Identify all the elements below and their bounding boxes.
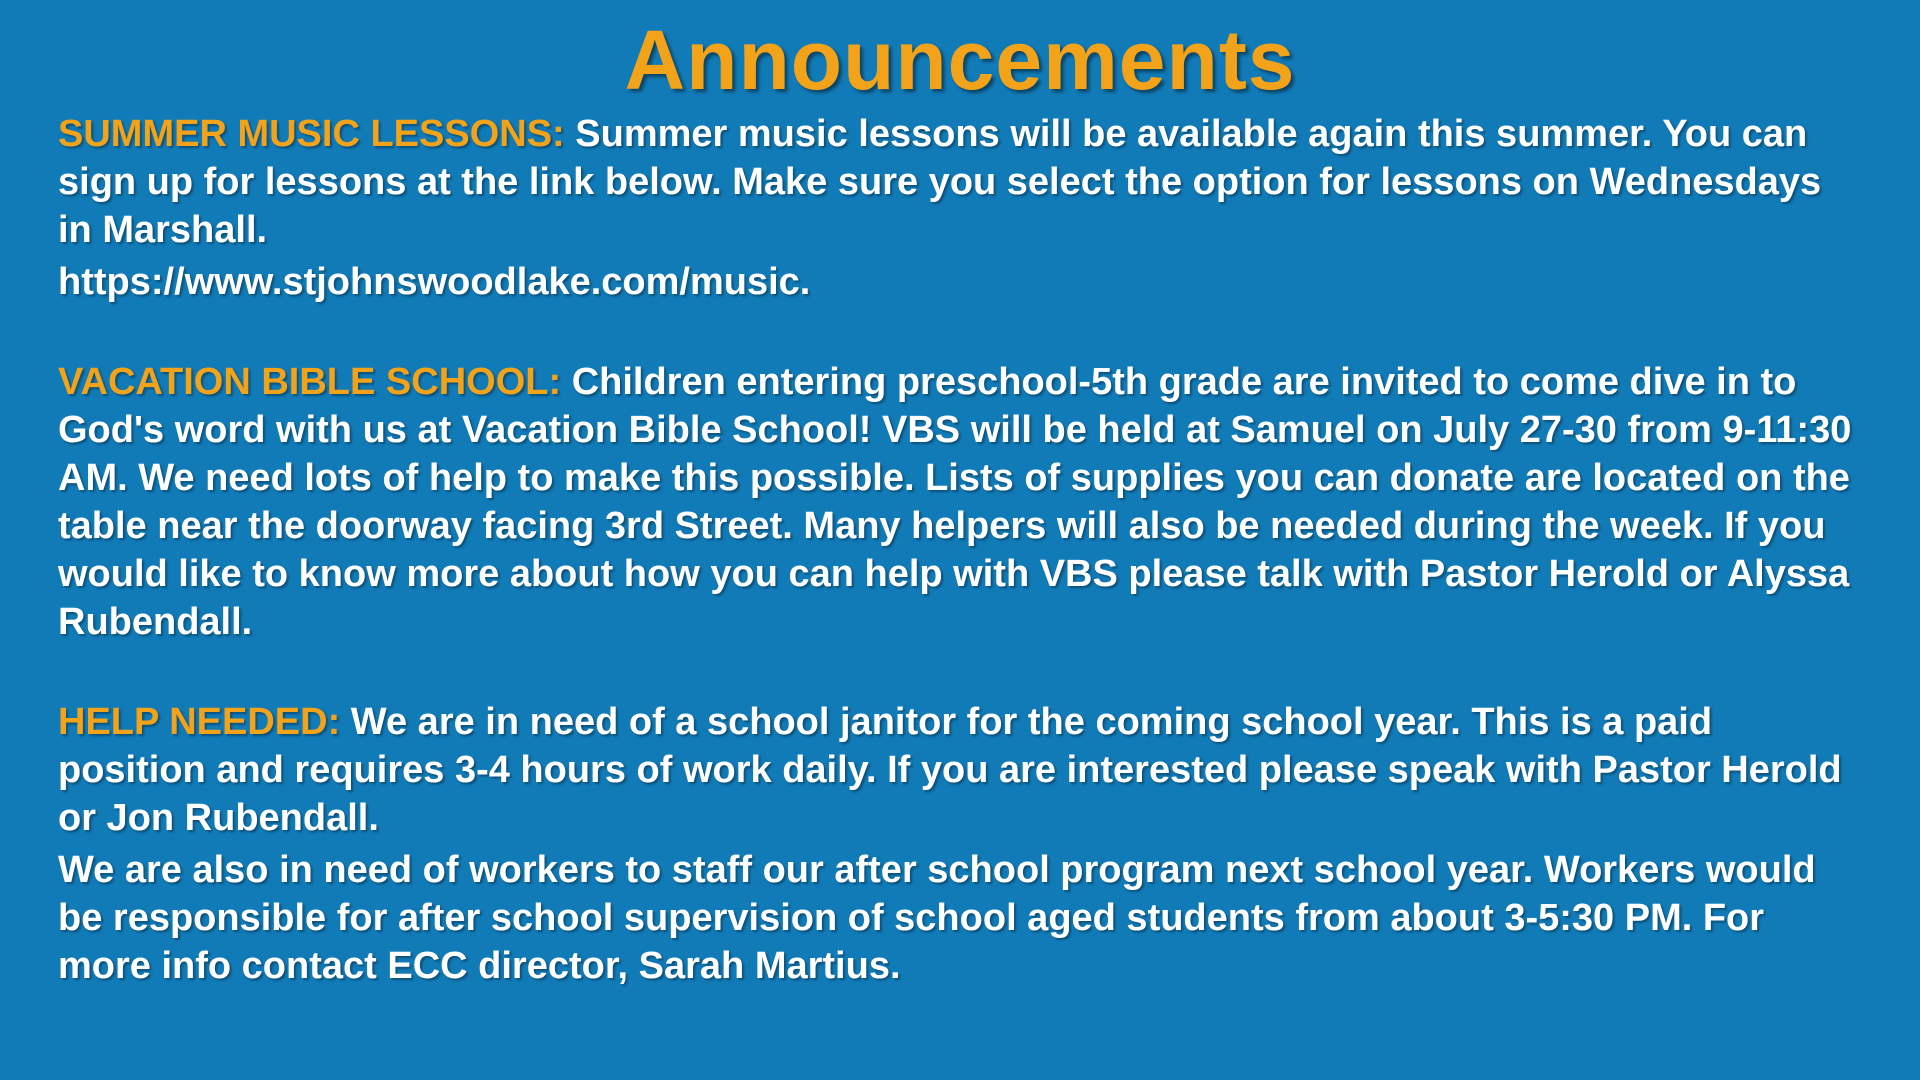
vbs-body: Children entering preschool-5th grade are invited to come dive in to God's word with us at Vacation Bible School! VBS will be held at Samuel on July 27-30 from 9-11:30 AM. We need lots of help to make this possible. Lists of supplies you can donate are located on the table near the doorway facing 3rd Street. Many helpers will also be needed during the week. If you would like to know more about how you can help with VBS please talk with Pastor Herold or Alyssa Rubendall. (58, 361, 1852, 643)
help-needed-heading: HELP NEEDED: (58, 701, 341, 743)
help-needed-paragraph (58, 698, 1862, 842)
page-title: Announcements (624, 13, 1296, 107)
summer-music-body: Summer music lessons will be available again this summer. You can sign up for lessons at the link below. Make sure you select the option for lessons on Wednesdays in Marshall. (58, 113, 1822, 251)
music-link: https://www.stjohnswoodlake.com/music. (58, 261, 811, 303)
help-needed-body: We are in need of a school janitor for the coming school year. This is a paid position and requires 3-4 hours of work daily. If you are interested please speak with Pastor Herold or Jon Rubendall. (58, 701, 1842, 839)
summer-music-heading: SUMMER MUSIC LESSONS: (58, 113, 565, 155)
vbs-paragraph (58, 358, 1862, 646)
vbs-heading: VACATION BIBLE SCHOOL: (58, 361, 562, 403)
after-school-paragraph: We are also in need of workers to staff our after school program next school year. Workers would be responsible for after school supervision of school aged students from about 3-5:30 PM. For more info contact ECC director, Sarah Martius. (58, 849, 1816, 987)
summer-music-paragraph (58, 110, 1862, 254)
